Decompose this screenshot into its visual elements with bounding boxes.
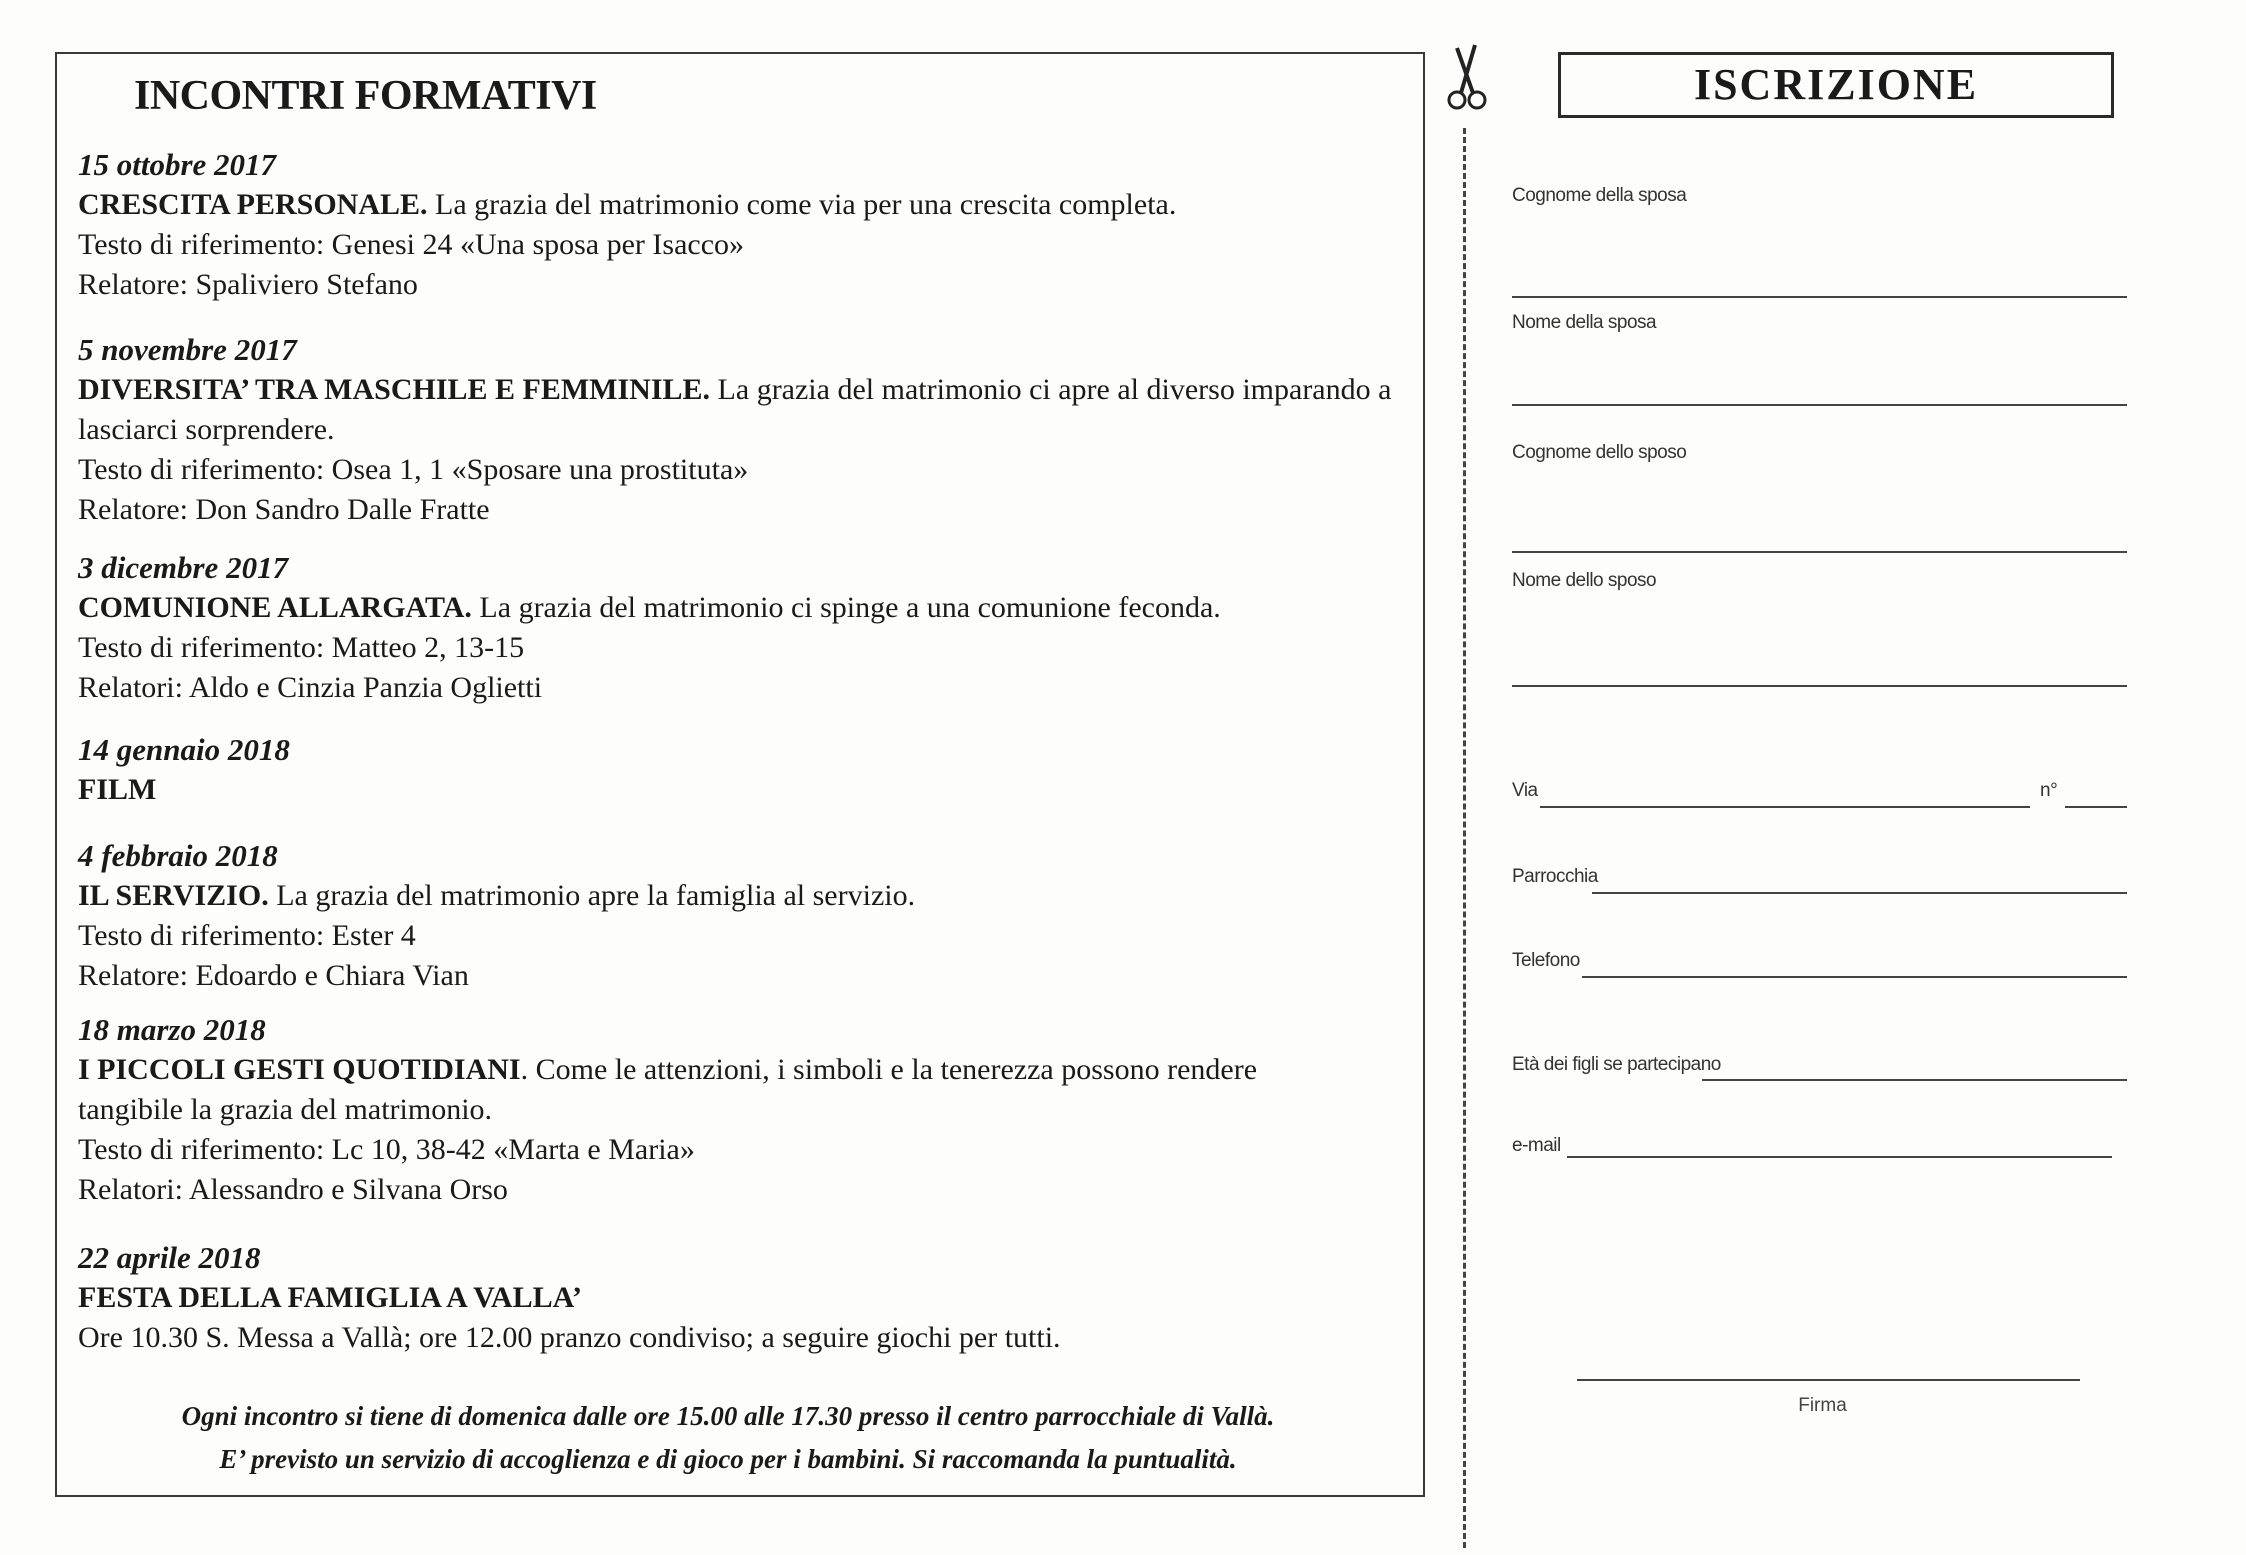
event-heading: COMUNIONE ALLARGATA. bbox=[78, 591, 472, 624]
phone-field[interactable] bbox=[1582, 976, 2127, 978]
event-reference: Testo di riferimento: Osea 1, 1 «Sposare una prostituta» bbox=[78, 453, 749, 486]
form-title-box bbox=[1558, 52, 2114, 118]
event-speaker: Relatore: Spaliviero Stefano bbox=[78, 268, 418, 301]
event-heading: CRESCITA PERSONALE. bbox=[78, 188, 428, 221]
street-label: Via bbox=[1512, 780, 1538, 801]
event-description: La grazia del matrimonio ci spinge a una comunione feconda. bbox=[471, 591, 1221, 624]
email-field[interactable] bbox=[1567, 1156, 2112, 1158]
groom-name-field[interactable] bbox=[1512, 685, 2127, 687]
signature-field[interactable] bbox=[1577, 1379, 2080, 1381]
phone-label: Telefono bbox=[1512, 950, 1580, 971]
event-description: La grazia del matrimonio ci apre al diverso imparando a lasciarci sorprendere. bbox=[78, 373, 1392, 446]
event-description: La grazia del matrimonio apre la famiglia al servizio. bbox=[268, 879, 916, 912]
event-date: 18 marzo 2018 bbox=[78, 1012, 266, 1047]
event-note: Ore 10.30 S. Messa a Vallà; ore 12.00 pranzo condiviso; a seguire giochi per tutti. bbox=[78, 1321, 1061, 1354]
event-heading: FESTA DELLA FAMIGLIA A VALLA’ bbox=[78, 1281, 583, 1314]
event-3 bbox=[78, 548, 1408, 708]
event-4 bbox=[78, 730, 1408, 810]
footer-line: Ogni incontro si tiene di domenica dalle ore 15.00 alle 17.30 presso il centro parrocchiale di Vallà. bbox=[181, 1401, 1275, 1431]
footer-note bbox=[78, 1395, 1378, 1481]
event-heading: I PICCOLI GESTI QUOTIDIANI bbox=[78, 1053, 521, 1086]
event-speaker: Relatore: Edoardo e Chiara Vian bbox=[78, 959, 469, 992]
event-2 bbox=[78, 330, 1408, 530]
groom-surname-label: Cognome dello sposo bbox=[1512, 442, 1687, 463]
cut-line bbox=[1463, 128, 1466, 1548]
event-date: 3 dicembre 2017 bbox=[78, 550, 289, 585]
bride-name-label: Nome della sposa bbox=[1512, 312, 1657, 333]
bride-surname-field[interactable] bbox=[1512, 296, 2127, 298]
event-6 bbox=[78, 1010, 1408, 1210]
bride-surname-label: Cognome della sposa bbox=[1512, 185, 1687, 206]
parish-field[interactable] bbox=[1592, 892, 2127, 894]
event-speaker: Relatore: Don Sandro Dalle Fratte bbox=[78, 493, 490, 526]
footer-line: E’ previsto un servizio di accoglienza e di gioco per i bambini. Si raccomanda la puntualità. bbox=[219, 1444, 1237, 1474]
event-date: 4 febbraio 2018 bbox=[78, 838, 278, 873]
bride-name-field[interactable] bbox=[1512, 404, 2127, 406]
event-5 bbox=[78, 836, 1408, 996]
children-ages-label: Età dei figli se partecipano bbox=[1512, 1054, 1721, 1075]
event-reference: Testo di riferimento: Ester 4 bbox=[78, 919, 416, 952]
event-date: 15 ottobre 2017 bbox=[78, 147, 277, 182]
event-reference: Testo di riferimento: Genesi 24 «Una sposa per Isacco» bbox=[78, 228, 745, 261]
event-date: 5 novembre 2017 bbox=[78, 332, 297, 367]
groom-surname-field[interactable] bbox=[1512, 551, 2127, 553]
street-field[interactable] bbox=[1540, 806, 2030, 808]
event-date: 22 aprile 2018 bbox=[78, 1240, 261, 1275]
email-label: e-mail bbox=[1512, 1135, 1561, 1156]
groom-name-label: Nome dello sposo bbox=[1512, 570, 1657, 591]
event-speaker: Relatori: Alessandro e Silvana Orso bbox=[78, 1173, 508, 1206]
event-reference: Testo di riferimento: Matteo 2, 13-15 bbox=[78, 631, 525, 664]
parish-label: Parrocchia bbox=[1512, 866, 1598, 887]
program-title: INCONTRI FORMATIVI bbox=[134, 73, 597, 119]
event-date: 14 gennaio 2018 bbox=[78, 732, 290, 767]
scissors-icon bbox=[1443, 40, 1491, 110]
event-heading: DIVERSITA’ TRA MASCHILE E FEMMINILE. bbox=[78, 373, 711, 406]
event-description: . Come le attenzioni, i simboli e la tenerezza possono rendere tangibile la grazia del matrimonio. bbox=[78, 1053, 1258, 1126]
signature-label: Firma bbox=[1798, 1395, 1847, 1416]
number-label: n° bbox=[2040, 780, 2058, 801]
event-heading: FILM bbox=[78, 773, 157, 806]
event-7 bbox=[78, 1238, 1408, 1358]
number-field[interactable] bbox=[2065, 806, 2127, 808]
event-speaker: Relatori: Aldo e Cinzia Panzia Oglietti bbox=[78, 671, 543, 704]
event-1 bbox=[78, 145, 1408, 305]
event-reference: Testo di riferimento: Lc 10, 38-42 «Marta e Maria» bbox=[78, 1133, 695, 1166]
children-ages-field[interactable] bbox=[1702, 1079, 2127, 1081]
event-heading: IL SERVIZIO. bbox=[78, 879, 269, 912]
form-title: ISCRIZIONE bbox=[1693, 60, 1979, 109]
event-description: La grazia del matrimonio come via per una crescita completa. bbox=[427, 188, 1177, 221]
